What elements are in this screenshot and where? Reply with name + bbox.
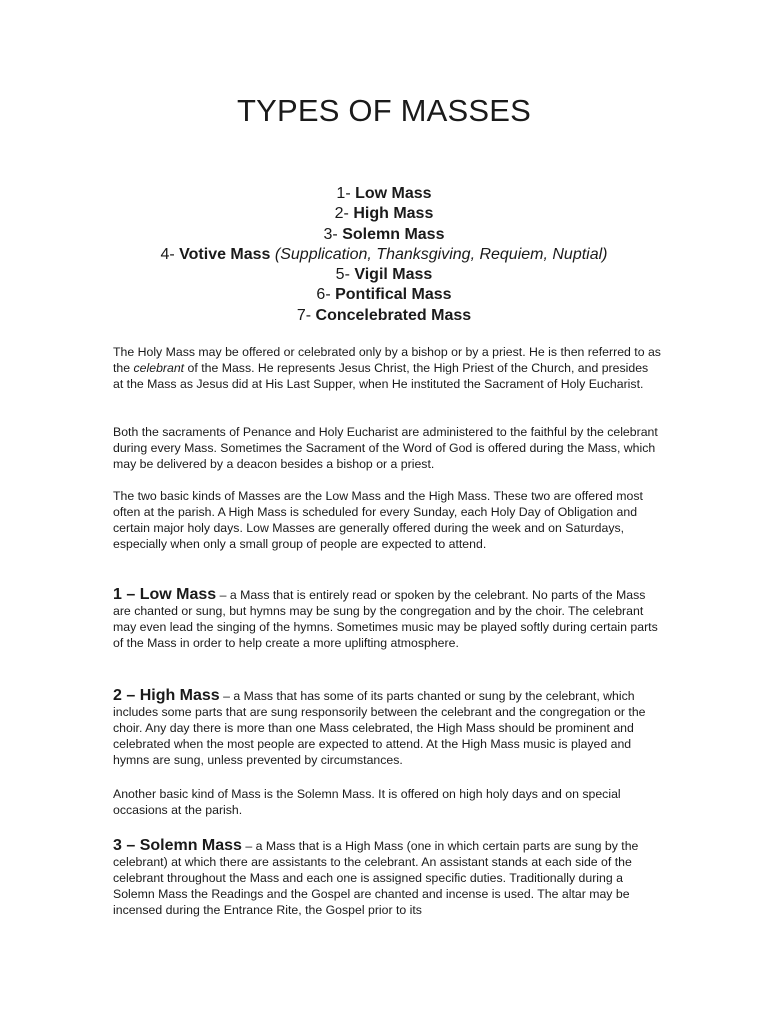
- list-item: 3- Solemn Mass: [323, 225, 445, 243]
- low-mass-section: 1 – Low Mass – a Mass that is entirely read or spoken by the celebrant. No parts of the Mass are chanted or sung, but hymns may be sung by the congregation and by the choir. The celebrant may even lead the singing of the hymns. Sometimes music may be played softly during certain parts of the Mass in order to help create a more uplifting atmosphere.: [113, 586, 658, 651]
- basic-kinds-paragraph: The two basic kinds of Masses are the Low Mass and the High Mass. These two are offered most often at the parish. A High Mass is scheduled for every Sunday, each Holy Day of Obligation and certain major holy days. Low Masses are generally offered during the week and on Saturdays, especially when only a small group of people are expected to attend.: [113, 489, 643, 552]
- low-mass-heading: 1 – Low Mass: [113, 586, 217, 603]
- list-item: 7- Concelebrated Mass: [296, 306, 472, 324]
- high-mass-section: 2 – High Mass – a Mass that has some of its parts chanted or sung by the celebrant, which includes some parts that are sung responsorily between the celebrant and the congregation or the choir. Any day there is more than one Mass celebrated, the High Mass should be prominent and celebrated when the most people are expected to attend. At the High Mass music is played and hymns are sung, unless prevented by circumstances.: [113, 687, 646, 768]
- page-title: TYPES OF MASSES: [236, 93, 532, 128]
- mass-types-list: [0, 184, 768, 326]
- list-item: 6- Pontifical Mass: [316, 286, 452, 304]
- sacraments-paragraph: Both the sacraments of Penance and Holy Eucharist are administered to the faithful by the celebrant during every Mass. Sometimes the Sacrament of the Word of God is offered during the Mass, which may be delivered by a deacon besides a bishop or a priest.: [113, 425, 658, 472]
- list-item: 2- High Mass: [334, 205, 434, 223]
- solemn-intro-paragraph: Another basic kind of Mass is the Solemn Mass. It is offered on high holy days and on special occasions at the parish.: [113, 787, 621, 818]
- solemn-mass-section: 3 – Solemn Mass – a Mass that is a High Mass (one in which certain parts are sung by the celebrant) at which there are assistants to the celebrant. An assistant stands at each side of the celebrant throughout the Mass and each one is assigned specific duties. Traditionally during a Solemn Mass the Readings and the Gospel are chanted and incense is used. The altar may be incensed during the Entrance Rite, the Gospel prior to its: [113, 837, 639, 918]
- list-item: 5- Vigil Mass: [335, 266, 433, 284]
- list-item: 4- Votive Mass (Supplication, Thanksgiving, Requiem, Nuptial): [160, 245, 608, 263]
- solemn-mass-heading: 3 – Solemn Mass: [113, 837, 242, 854]
- list-item: 1- Low Mass: [336, 185, 432, 202]
- intro-paragraph: The Holy Mass may be offered or celebrated only by a bishop or by a priest. He is then referred to as the celebrant of the Mass. He represents Jesus Christ, the High Priest of the Church, and presides at the Mass as Jesus did at His Last Supper, when He instituted the Sacrament of Holy Eucharist.: [113, 345, 661, 392]
- high-mass-heading: 2 – High Mass: [113, 687, 220, 704]
